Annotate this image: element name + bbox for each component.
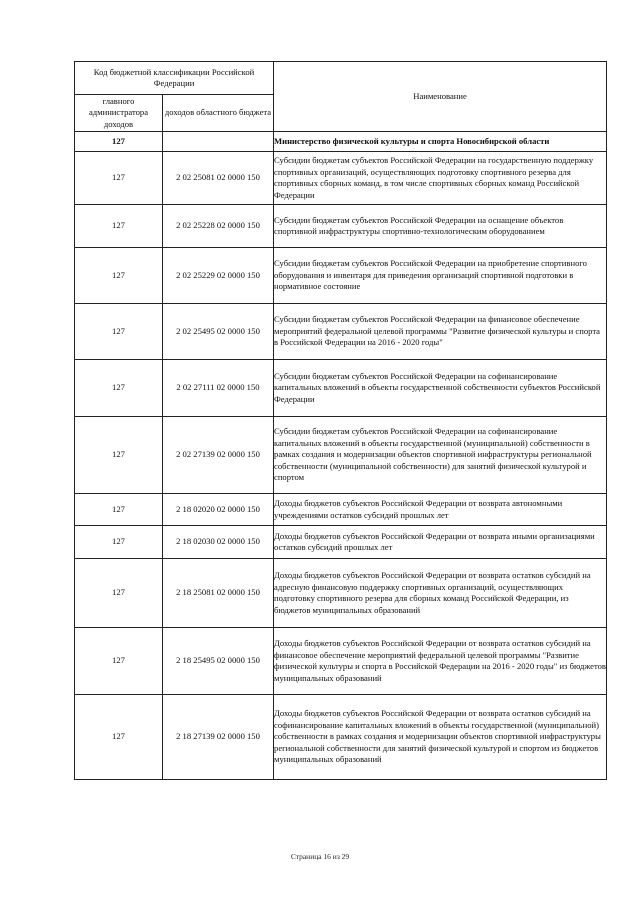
admin-code: 127 [75, 205, 163, 248]
ministry-name: Министерство физической культуры и спорта Новосибирской области [274, 132, 607, 152]
income-name: Субсидии бюджетам субъектов Российской Федерации на оснащение объектов спортивной инфраструктуры спортивно-технологическим оборудованием [274, 205, 607, 248]
table-row [75, 526, 607, 559]
admin-code: 127 [75, 360, 163, 417]
header-row-top [75, 62, 607, 95]
income-name: Субсидии бюджетам субъектов Российской Федерации на софинансирование капитальных вложений в объекты государственной (муниципальной) собственности в рамках создания и модернизации объектов спортивной инфраструктуры региональной собственности (муниципальной собственности) для занятий физической культурой и спортом [274, 417, 607, 494]
admin-code: 127 [75, 628, 163, 695]
header-kbk: Код бюджетной классификации Российской Федерации [75, 62, 274, 95]
ministry-row [75, 132, 607, 152]
income-name: Субсидии бюджетам субъектов Российской Федерации на приобретение спортивного оборудования и инвентаря для приведения организаций спортивной подготовки в нормативное состояние [274, 248, 607, 304]
ministry-code: 127 [75, 132, 163, 152]
income-code: 2 02 25495 02 0000 150 [163, 304, 274, 360]
income-code: 2 18 25495 02 0000 150 [163, 628, 274, 695]
income-name: Доходы бюджетов субъектов Российской Федерации от возврата автономными учреждениями остатков субсидий прошлых лет [274, 494, 607, 526]
header-admin: главного администратора доходов [75, 95, 163, 132]
income-code: 2 18 25081 02 0000 150 [163, 559, 274, 628]
header-name: Наименование [274, 62, 607, 132]
header-income: доходов областного бюджета [163, 95, 274, 132]
page-number: Страница 16 из 29 [290, 852, 350, 861]
income-code: 2 02 25081 02 0000 150 [163, 152, 274, 205]
admin-code: 127 [75, 152, 163, 205]
admin-code: 127 [75, 526, 163, 559]
income-name: Субсидии бюджетам субъектов Российской Федерации на финансовое обеспечение мероприятий федеральной целевой программы "Развитие физической культуры и спорта в Российской Федерации на 2016 - 2020 годы" [274, 304, 607, 360]
income-name: Доходы бюджетов субъектов Российской Федерации от возврата остатков субсидий на адресную финансовую поддержку спортивных организаций, осуществляющих подготовку спортивного резерва для сборных команд Российской Федерации, из бюджетов муниципальных образований [274, 559, 607, 628]
table-row [75, 695, 607, 780]
table-row [75, 304, 607, 360]
table-row [75, 152, 607, 205]
income-code: 2 02 27139 02 0000 150 [163, 417, 274, 494]
table-row [75, 559, 607, 628]
income-name: Доходы бюджетов субъектов Российской Федерации от возврата остатков субсидий на финансовое обеспечение мероприятий федеральной целевой программы "Развитие физической культуры и спорта в Российской Федерации на 2016 - 2020 годы" из бюджетов муниципальных образований [274, 628, 607, 695]
table-row [75, 494, 607, 526]
table-row [75, 628, 607, 695]
income-name: Доходы бюджетов субъектов Российской Федерации от возврата остатков субсидий на софинансирование капитальных вложений в объекты государственной (муниципальной) собственности в рамках создания и модернизации объектов спортивной инфраструктуры региональной собственности для занятий физической культурой и спортом из бюджетов муниципальных образований [274, 695, 607, 780]
admin-code: 127 [75, 559, 163, 628]
income-code: 2 18 27139 02 0000 150 [163, 695, 274, 780]
admin-code: 127 [75, 494, 163, 526]
table-row [75, 417, 607, 494]
admin-code: 127 [75, 695, 163, 780]
income-name: Субсидии бюджетам субъектов Российской Федерации на софинансирование капитальных вложений в объекты государственной собственности субъектов Российской Федерации [274, 360, 607, 417]
admin-code: 127 [75, 304, 163, 360]
income-code: 2 18 02020 02 0000 150 [163, 494, 274, 526]
admin-code: 127 [75, 248, 163, 304]
ministry-empty-cell [163, 132, 274, 152]
table-row [75, 205, 607, 248]
budget-classification-table [74, 61, 607, 780]
income-name: Субсидии бюджетам субъектов Российской Федерации на государственную поддержку спортивных организаций, осуществляющих подготовку спортивного резерва для спортивных сборных команд, в том числе спортивных сборных команд Российской Федерации [274, 152, 607, 205]
table-row [75, 248, 607, 304]
admin-code: 127 [75, 417, 163, 494]
income-code: 2 02 25229 02 0000 150 [163, 248, 274, 304]
income-code: 2 02 25228 02 0000 150 [163, 205, 274, 248]
income-code: 2 02 27111 02 0000 150 [163, 360, 274, 417]
income-code: 2 18 02030 02 0000 150 [163, 526, 274, 559]
income-name: Доходы бюджетов субъектов Российской Федерации от возврата иными организациями остатков субсидий прошлых лет [274, 526, 607, 559]
table-row [75, 360, 607, 417]
